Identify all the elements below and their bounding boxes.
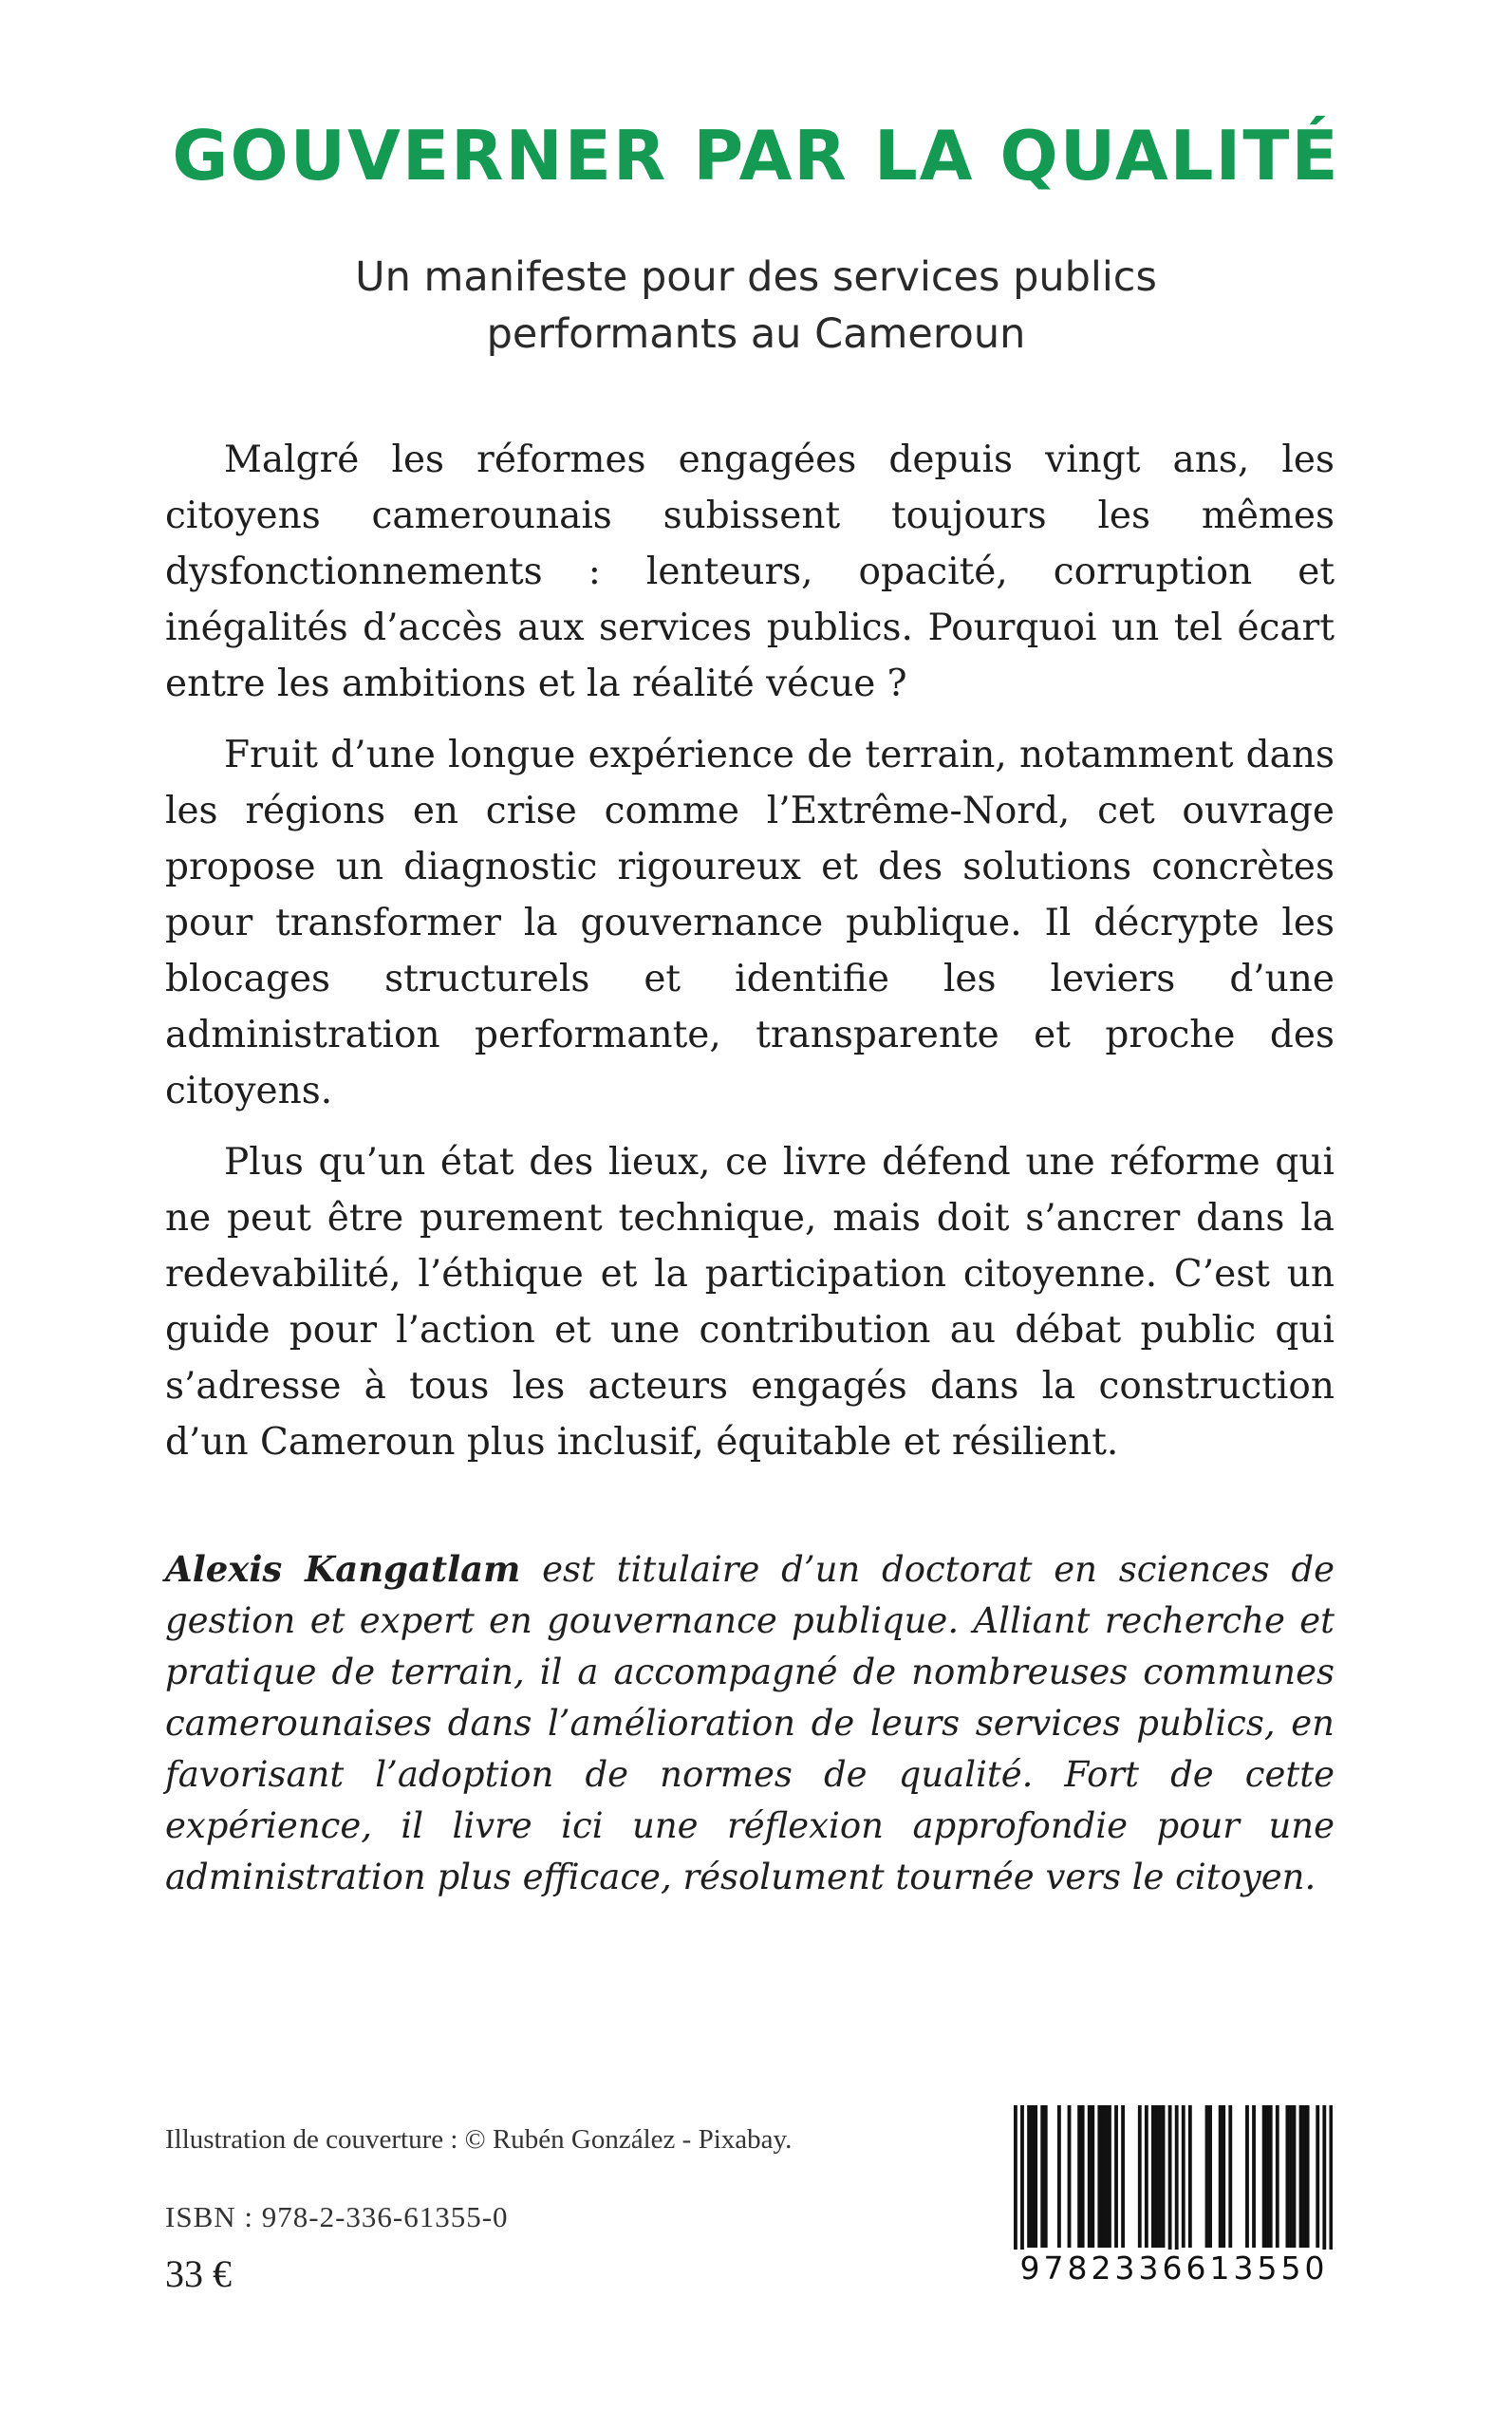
barcode-bar [1188,2105,1192,2248]
barcode-bar [1162,2105,1166,2248]
barcode-bar [1182,2105,1185,2248]
barcode-bar [1322,2105,1326,2267]
barcode-bar [1027,2105,1031,2248]
isbn: ISBN : 978-2-336-61355-0 [165,2200,509,2233]
barcode-bar [1034,2105,1037,2248]
barcode-bar [1158,2105,1162,2248]
barcode-bar [1145,2105,1148,2248]
book-summary [165,432,1335,1485]
barcode-bar [1252,2105,1256,2248]
barcode-bar [1057,2105,1061,2248]
barcode-bar [1245,2105,1249,2248]
barcode-bar [1222,2105,1225,2248]
barcode-bar [1285,2105,1289,2248]
barcode-bar [1306,2105,1310,2248]
author-bio [165,1543,1335,1903]
book-title: GOUVERNER PAR LA QUALITÉ [172,116,1340,196]
barcode-bar [1175,2105,1179,2267]
barcode-bar [1151,2105,1155,2248]
barcode-bar [1269,2105,1273,2248]
barcode-bar [1020,2105,1024,2267]
barcode-bar [1138,2105,1142,2248]
barcode-digits: 9782336613550 [1012,2250,1336,2288]
summary-paragraph: Fruit d’une longue expérience de terrain, notamment dans les régions en crise comme l’Extrême-Nord, cet ouvrage propose un diagnostic rigoureux et des solutions concrètes pour transformer la gouvernance publique. Il décrypte les blocages structurels et identifie les leviers d’une administration performante, transparente et proche des citoyens. [165,734,1335,1112]
subtitle-line-2: performants au Cameroun [486,310,1026,358]
barcode-bar [1101,2105,1105,2248]
barcode-bar [1329,2105,1333,2267]
barcode-bar [1299,2105,1303,2248]
barcode-bar [1091,2105,1094,2248]
price: 33 € [165,2252,232,2295]
barcode-bar [1068,2105,1072,2248]
barcode-bar [1228,2105,1232,2248]
barcode-bar [1088,2105,1092,2248]
illustration-credit: Illustration de couverture : © Rubén González - Pixabay. [165,2124,793,2155]
barcode-bar [1219,2105,1223,2248]
barcode-bar [1155,2105,1159,2248]
barcode-bar [1316,2105,1319,2248]
author-name: Alexis Kangatlam [165,1548,521,1590]
summary-paragraph: Plus qu’un état des lieux, ce livre défend une réforme qui ne peut être purement technique, mais doit s’ancrer dans la redevabilité, l’éthique et la participation citoyenne. C’est un guide pour l’action et une contribution au débat public qui s’adresse à tous les acteurs engagés dans la construction d’un Cameroun plus inclusif, équitable et résilient. [165,1141,1335,1464]
author-bio-text: est titulaire d’un doctorat en sciences de gestion et expert en gouvernance publique. Alliant recherche et pratique de terrain, il a accompagné de nombreuses communes camerounaises dans l’amélioration de leurs services publics, en favorisant l’adoption de normes de qualité. Fort de cette expérience, il livre ici une réflexion approfondie pour une administration plus efficace, résolument tournée vers le citoyen. [165,1549,1335,1897]
barcode-bar [1031,2105,1035,2248]
barcode-bar [1114,2105,1118,2248]
barcode-bar [1276,2105,1279,2248]
barcode-bar [1040,2105,1044,2248]
barcode-bar [1205,2105,1209,2248]
barcode-bar [1208,2105,1212,2248]
barcode-bar [1302,2105,1306,2248]
barcode-bar [1014,2105,1017,2267]
barcode-bar [1289,2105,1293,2248]
barcode-bar [1077,2105,1081,2248]
book-subtitle [0,249,1512,363]
barcode-bar [1097,2105,1101,2248]
barcode-bar [1293,2105,1297,2248]
barcode-bar [1108,2105,1111,2248]
barcode-bar [1265,2105,1269,2248]
barcode-bar [1104,2105,1108,2248]
barcode-bar [1121,2105,1125,2248]
barcode-bar [1044,2105,1048,2248]
subtitle-line-1: Un manifeste pour des services publics [355,253,1157,301]
barcode-bar [1081,2105,1085,2248]
barcode-bar [1262,2105,1266,2248]
barcode-bar [1168,2105,1172,2267]
summary-paragraph: Malgré les réformes engagées depuis vingt ans, les citoyens camerounais subissent toujours les mêmes dysfonctionnements : lenteurs, opacité, corruption et inégalités d’accès aux services publics. Pourquoi un tel écart entre les ambitions et la réalité vécue ? [165,439,1335,705]
